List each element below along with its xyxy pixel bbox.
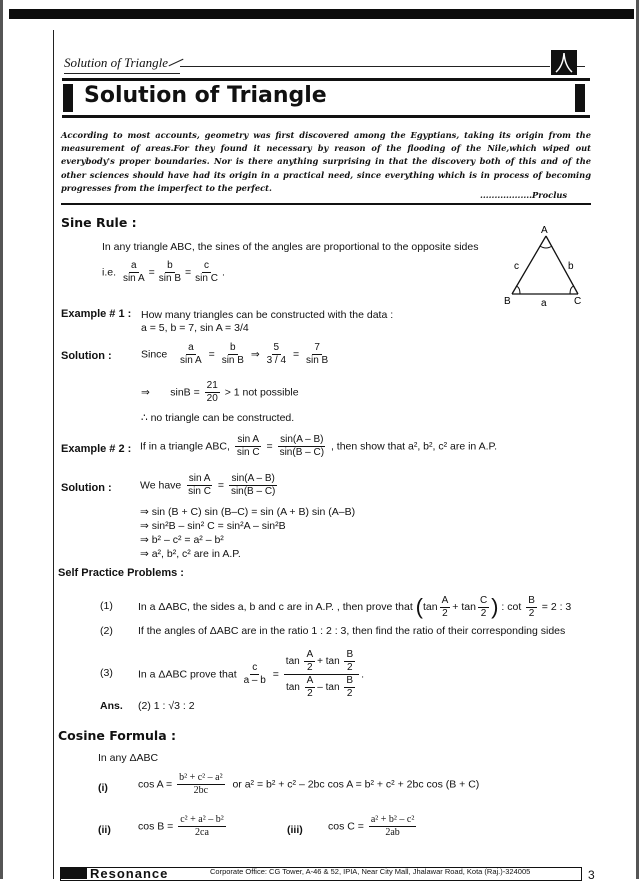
example2-step: ⇒ sin²B – sin² C = sin²A – sin²B: [140, 520, 286, 532]
resonance-logo-icon: [551, 50, 577, 75]
title-block-left: [63, 84, 73, 112]
sine-rule-heading: Sine Rule :: [61, 215, 137, 230]
vertex-A: A: [541, 225, 548, 236]
title-rule-top: [62, 78, 590, 81]
self-practice-heading: Self Practice Problems :: [58, 567, 184, 579]
example2-step: ⇒ a², b², c² are in A.P.: [140, 548, 241, 560]
intro-quote: According to most accounts, geometry was first discovered among the Egyptians, taking its origin from the measurement of areas.For they found it necessary by reason of the flooding of the Nile,which wiped out everybody's proper boundaries. Nor is there anything surprising in that the discovery both of this and of the other sciences should have had its origin in a practical need, since everything which is in process of becoming progresses from the imperfect to the perfect.: [61, 130, 591, 193]
header-underline: [64, 73, 180, 74]
footer-logo-icon: [61, 868, 87, 879]
fraction: $\frac{5}{3 / 4}$: [266, 342, 287, 366]
fraction: $\frac{c}{\text{sin C}}$: [195, 260, 218, 284]
fraction: $\frac{\sin(A - B)}{\sin(B - C)}$: [279, 434, 325, 458]
example1-step1: Since $\frac{a}{\text{sin A}}$ = $\frac{b}{\text{sin B}}$ ⇒ $\frac{5}{3 / 4}$ = $\frac{7}{\text{sin B}}$: [141, 342, 329, 366]
side-b: b: [568, 261, 574, 272]
side-a: a: [541, 298, 547, 309]
fraction: $\frac{\sin(A - B)}{\sin(B - C)}$: [230, 473, 276, 497]
title-rule-bottom: [62, 115, 590, 118]
fraction: $\frac{b}{\text{sin B}}$: [221, 342, 244, 366]
cosine-i-number: (i): [98, 782, 108, 794]
example2-solution-label: Solution :: [61, 482, 112, 494]
problem-3: In a ΔABC prove that $\frac{c}{a - b}$ = tan $\frac{A}{2}$ + tan $\frac{B}{2}$ tan $\frac{A}{2}$ – tan $\frac{B}{2}$ .: [138, 649, 365, 699]
margin-rule: [53, 30, 54, 879]
fraction: $\frac{b}{\text{sin B}}$: [158, 260, 181, 284]
cosine-iii: cos C = $\frac{\text{a² + b² – c²}}{2ab}$: [328, 814, 415, 838]
sine-rule-formula: i.e. $\frac{a}{\text{sin A}}$ = $\frac{b}{\text{sin B}}$ = $\frac{c}{\text{sin C}}$ .: [102, 260, 225, 284]
cosine-iii-number: (iii): [287, 824, 303, 836]
cosine-intro: In any ΔABC: [98, 752, 159, 764]
fraction: $\frac{a}{\text{sin A}}$: [180, 342, 202, 366]
cosine-ii: cos B = $\frac{\text{c² + a² – b²}}{2ca}$: [138, 814, 224, 838]
vertex-B: B: [504, 296, 511, 307]
problem-1: In a ΔABC, the sides a, b and c are in A.P. , then prove that (tan $\frac{A}{2}$ + tan $\frac{C}{2}$ ) : cot $\frac{B}{2}$ = 2 : 3: [138, 594, 572, 619]
quote-author: ..................Proclus: [480, 190, 568, 200]
scan-top-bar: [9, 9, 634, 19]
header-rule-tail: [577, 66, 585, 67]
page-left-border: [0, 0, 3, 879]
problem-1-number: (1): [100, 600, 113, 612]
example2-question: If in a triangle ABC, $\frac{\text{sin A}}{\text{sin C}}$ = $\frac{\sin(A - B)}{\sin(B - C)}$ , then show that a², b², c² are in A.P.: [140, 434, 498, 458]
example1-label: Example # 1 :: [61, 308, 132, 320]
example2-label: Example # 2 :: [61, 443, 132, 455]
cosine-i: cos A = $\frac{\text{b² + c² – a²}}{2bc}$ or a² = b² + c² – 2bc cos A = b² + c² + 2bc cos (B + C): [138, 772, 480, 796]
example1-solution-label: Solution :: [61, 350, 112, 362]
problem-3-number: (3): [100, 667, 113, 679]
example1-question: How many triangles can be constructed with the data :: [141, 309, 394, 321]
problem-2-number: (2): [100, 625, 113, 637]
answer-label: Ans.: [100, 700, 123, 712]
fraction: $\frac{\text{sin A}}{\text{sin C}}$: [188, 473, 211, 497]
example1-data: a = 5, b = 7, sin A = 3/4: [141, 322, 249, 334]
example2-step1: We have $\frac{\text{sin A}}{\text{sin C}}$ = $\frac{\sin(A - B)}{\sin(B - C)}$: [140, 473, 276, 497]
footer-brand: Resonance: [90, 866, 169, 881]
vertex-C: C: [574, 296, 582, 307]
fraction: $\frac{a}{\text{sin A}}$: [122, 260, 145, 284]
ie-label: i.e.: [102, 266, 117, 279]
title-block-right: [575, 84, 585, 112]
triangle-diagram: [498, 222, 598, 310]
chapter-title: Solution of Triangle: [84, 83, 327, 108]
example1-step2: ⇒ sinB = $\frac{21}{20}$ > 1 not possible: [141, 380, 299, 404]
page-number: 3: [588, 868, 595, 882]
footer-address: Corporate Office: CG Tower, A-46 & 52, IPIA, Near City Mall, Jhalawar Road, Kota (Raj.)-324005: [210, 867, 531, 876]
running-header: Solution of Triangle: [64, 55, 169, 70]
cosine-formula-heading: Cosine Formula :: [58, 728, 176, 743]
problem-2: If the angles of ΔABC are in the ratio 1 : 2 : 3, then find the ratio of their corresponding sides: [138, 625, 566, 637]
quote-rule: [61, 203, 591, 205]
fraction: $\frac{21}{20}$: [206, 380, 218, 404]
sine-rule-statement: In any triangle ABC, the sines of the angles are proportional to the opposite sides: [102, 241, 479, 253]
fraction: $\frac{\text{sin A}}{\text{sin C}}$: [236, 434, 260, 458]
example1-conclusion: ∴ no triangle can be constructed.: [141, 412, 295, 424]
fraction: $\frac{7}{\text{sin B}}$: [306, 342, 329, 366]
example2-step: ⇒ sin (B + C) sin (B–C) = sin (A + B) sin (A–B): [140, 506, 356, 518]
example2-step: ⇒ b² – c² = a² – b²: [140, 534, 224, 546]
cosine-ii-number: (ii): [98, 824, 111, 836]
header-rule: [180, 66, 550, 67]
side-c: c: [514, 261, 519, 272]
answer-text: (2) 1 : √3 : 2: [138, 700, 195, 712]
